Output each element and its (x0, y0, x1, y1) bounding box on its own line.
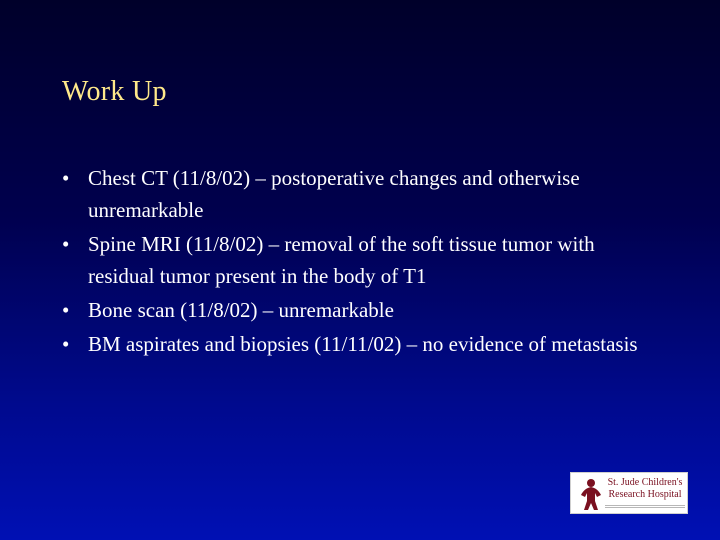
bullet-dot-icon: • (62, 166, 70, 190)
bullet-dot-icon: • (62, 232, 70, 256)
bullet-text: Chest CT (11/8/02) – postoperative changes and otherwise unremarkable (88, 166, 580, 222)
bullet-item (62, 328, 662, 360)
bullet-dot-icon: • (62, 298, 70, 322)
child-silhouette-icon (577, 477, 605, 511)
slide-title: Work Up (62, 76, 167, 107)
bullet-list (62, 162, 662, 362)
bullet-item (62, 228, 662, 292)
bullet-item (62, 162, 662, 226)
bullet-text: Bone scan (11/8/02) – unremarkable (88, 298, 394, 322)
bullet-item (62, 294, 662, 326)
logo-text: St. Jude Children's Research Hospital (607, 477, 683, 500)
bullet-text: BM aspirates and biopsies (11/11/02) – no evidence of metastasis (88, 332, 638, 356)
bullet-text: Spine MRI (11/8/02) – removal of the soft tissue tumor with residual tumor present in the body of T1 (88, 232, 595, 288)
hospital-logo (570, 472, 688, 514)
logo-divider (605, 504, 685, 507)
bullet-dot-icon: • (62, 332, 70, 356)
